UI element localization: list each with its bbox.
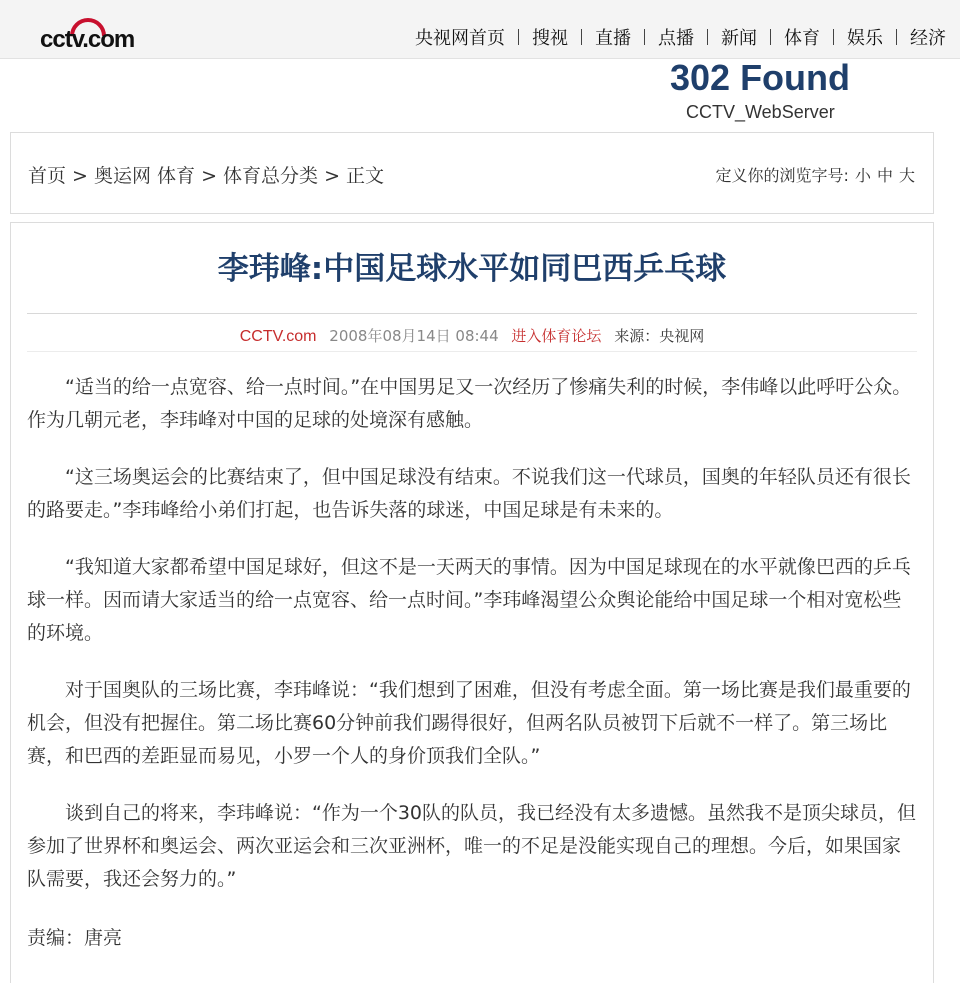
nav-divider [581, 29, 582, 45]
paragraph: 对于国奥队的三场比赛，李玮峰说：“我们想到了困难，但没有考虑全面。第一场比赛是我们最重要的机会，但没有把握住。第二场比赛60分钟前我们踢得很好，但两名队员被罚下后就不一样了。第三场比赛，和巴西的差距显而易见，小罗一个人的身价顶我们全队。” [27, 679, 911, 767]
paragraph: 谈到自己的将来，李玮峰说：“作为一个30队的队员，我已经没有太多遗憾。虽然我不是顶尖球员，但参加了世界杯和奥运会、两次亚运会和三次亚洲杯，唯一的不足是没能实现自己的理想。今后，如果国家队需要，我还会努力的。” [27, 802, 917, 890]
nav-divider [518, 29, 519, 45]
font-size-medium[interactable]: 中 [876, 166, 893, 185]
nav-item-tv-search[interactable]: 搜视 [532, 28, 568, 49]
divider [27, 351, 917, 352]
divider [27, 313, 917, 314]
font-size-large[interactable]: 大 [898, 166, 915, 185]
cctv-logo[interactable] [40, 16, 155, 52]
font-size-small[interactable]: 小 [854, 166, 871, 185]
nav-item-entertainment[interactable]: 娱乐 [847, 28, 883, 49]
article-title: 李玮峰:中国足球水平如同巴西乒乓球 [217, 251, 727, 287]
nav-divider [833, 29, 834, 45]
font-size-selector [716, 163, 915, 186]
forum-link[interactable]: 进入体育论坛 [511, 327, 602, 345]
paragraph: “这三场奥运会的比赛结束了，但中国足球没有结束。不说我们这一代球员，国奥的年轻队员还有很长的路要走。”李玮峰给小弟们打起，也告诉失落的球迷，中国足球是有未来的。 [27, 466, 911, 521]
article-body [27, 371, 919, 920]
nav-item-news[interactable]: 新闻 [721, 28, 757, 49]
publish-datetime: 2008年08月14日 08:44 [329, 327, 499, 345]
nav-divider [644, 29, 645, 45]
nav-item-home[interactable]: 央视网首页 [415, 28, 505, 49]
top-bar [0, 0, 960, 59]
server-name: CCTV_WebServer [686, 102, 835, 122]
nav-item-economy[interactable]: 经济 [910, 28, 946, 49]
breadcrumb-bar [10, 132, 934, 214]
site-name[interactable]: CCTV.com [239, 328, 317, 345]
article-meta [11, 325, 933, 346]
status-title: 302 Found [670, 57, 851, 98]
nav-item-sports[interactable]: 体育 [784, 28, 820, 49]
logo-text: cctv.com [40, 26, 135, 53]
article [10, 222, 934, 983]
nav-divider [896, 29, 897, 45]
breadcrumb[interactable]: 首页 > 奥运网 体育 > 体育总分类 > 正文 [28, 165, 385, 187]
article-editor: 责编：唐亮 [27, 927, 123, 949]
nav-item-live[interactable]: 直播 [595, 28, 631, 49]
nav-item-vod[interactable]: 点播 [658, 28, 694, 49]
article-source: 来源：央视网 [614, 327, 705, 345]
font-size-label: 定义你的浏览字号: [715, 166, 849, 185]
nav-divider [707, 29, 708, 45]
paragraph: “适当的给一点宽容、给一点时间。”在中国男足又一次经历了惨痛失利的时候，李伟峰以此呼吁公众。作为几朝元老，李玮峰对中国的足球的处境深有感触。 [27, 376, 912, 431]
paragraph: “我知道大家都希望中国足球好，但这不是一天两天的事情。因为中国足球现在的水平就像巴西的乒乓球一样。因而请大家适当的给一点宽容、给一点时间。”李玮峰渴望公众舆论能给中国足球一个相对宽松些的环境。 [27, 556, 911, 644]
nav-divider [770, 29, 771, 45]
top-nav [413, 24, 948, 50]
